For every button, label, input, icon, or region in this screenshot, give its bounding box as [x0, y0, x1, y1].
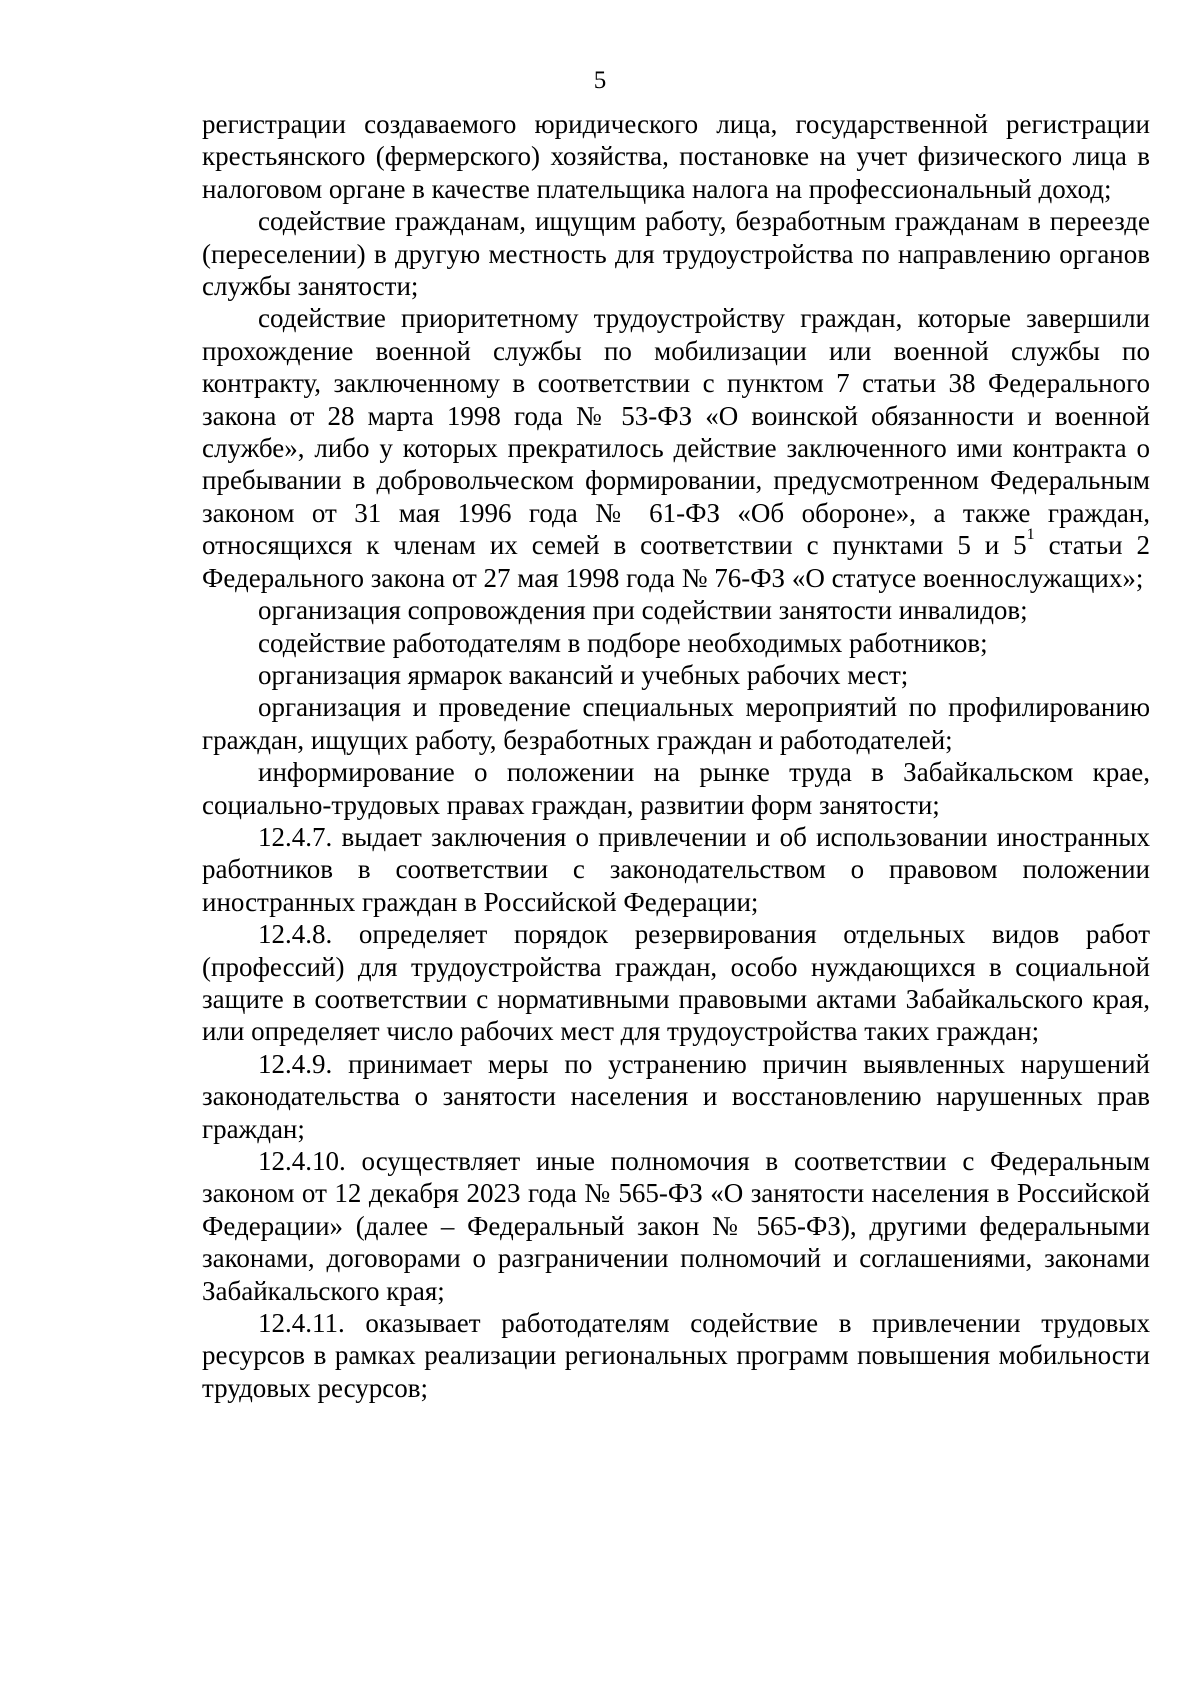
paragraph-12-4-9: 12.4.9. принимает меры по устранению причин выявленных нарушений законодательства о занятости населения и восстановлению нарушенных прав граждан;	[202, 1048, 1150, 1144]
document-body	[202, 108, 1150, 1404]
paragraph-12-4-10: 12.4.10. осуществляет иные полномочия в соответствии с Федеральным законом от 12 декабря 2023 года № 565-ФЗ «О занятости населения в Российской Федерации» (далее – Федеральный закон № 565-ФЗ), другими федеральными законами, договорами о разграничении полномочий и соглашениями, законами Забайкальского края;	[202, 1146, 1150, 1306]
paragraph-profiling-events: организация и проведение специальных мероприятий по профилированию граждан, ищущих работу, безработных граждан и работодателей;	[202, 692, 1150, 755]
paragraph-12-4-8: 12.4.8. определяет порядок резервирования отдельных видов работ (профессий) для трудоустройства граждан, особо нуждающихся в социальной защите в соответствии с нормативными правовыми актами Забайкальского края, или определяет число рабочих мест для трудоустройства таких граждан;	[202, 919, 1150, 1047]
superscript-1: 1	[1026, 526, 1035, 544]
paragraph-disabled-support: организация сопровождения при содействии занятости инвалидов;	[258, 595, 1028, 626]
paragraph-12-4-11: 12.4.11. оказывает работодателям содействие в привлечении трудовых ресурсов в рамках реализации региональных программ повышения мобильности трудовых ресурсов;	[202, 1308, 1150, 1403]
paragraph-job-fairs: организация ярмарок вакансий и учебных рабочих мест;	[258, 659, 909, 690]
priority-employment-text-start: содействие приоритетному трудоустройству граждан, которые завершили прохождение военной службы по мобилизации или военной службы по контракту, заключенному в соответствии с пунктом 7 статьи 38 Федерального закона от 28 марта 1998 года № 53-ФЗ «О воинской обязанности и военной службе», либо у которых прекратилось действие заключенного ими контракта о пребывании в добровольческом формировании, предусмотренном Федеральным законом от 31 мая 1996 года № 61-ФЗ «Об обороне», а также граждан, относящихся к членам их семей в соответствии с пунктами 5 и 5	[202, 303, 1150, 561]
paragraph-registration-continued: регистрации создаваемого юридического лица, государственной регистрации крестьянского (фермерского) хозяйства, постановке на учет физического лица в налоговом органе в качестве плательщика налога на профессиональный доход;	[202, 109, 1150, 204]
paragraph-relocation-assistance: содействие гражданам, ищущим работу, безработным гражданам в переезде (переселении) в другую местность для трудоустройства по направлению органов службы занятости;	[202, 206, 1150, 302]
paragraph-priority-employment	[202, 302, 1150, 594]
paragraph-employer-selection: содействие работодателям в подборе необходимых работников;	[258, 627, 988, 658]
paragraph-labor-market-info: информирование о положении на рынке труда в Забайкальском крае, социально-трудовых правах граждан, развитии форм занятости;	[202, 757, 1150, 820]
page-number: 5	[593, 67, 607, 94]
priority-employment-text-end: статьи 2 Федерального закона от 27 мая 1998 года № 76-ФЗ «О статусе военнослужащих»;	[202, 530, 1150, 593]
paragraph-12-4-7: 12.4.7. выдает заключения о привлечении и об использовании иностранных работников в соответствии с законодательством о правовом положении иностранных граждан в Российской Федерации;	[202, 821, 1150, 917]
